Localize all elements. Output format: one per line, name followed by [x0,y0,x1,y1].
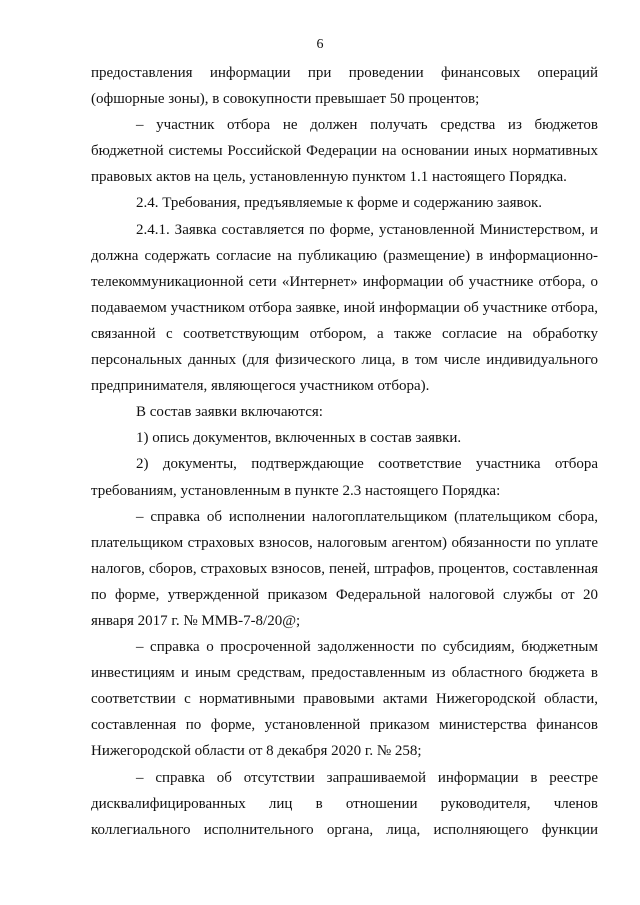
paragraph-budget-funds-requirement: – участник отбора не должен получать средства из бюджетов бюджетной системы Российской Федерации на основании иных нормативных правовых актов на цель, установленную пунктом 1.1 настоящего Порядка. [91,117,598,186]
page-number: 6 [316,37,324,52]
section-heading-2-4: 2.4. Требования, предъявляемые к форме и содержанию заявок. [136,195,543,212]
bullet-overdue-debt-certificate: – справка о просроченной задолженности по субсидиям, бюджетным инвестициям и иным средствам, предоставленным из областного бюджета в соответствии с нормативными правовыми актами Нижегородской области, составленная по форме, установленной приказом министерства финансов Нижегородской области от 8 декабря 2020 г. № 258; [91,639,598,760]
list-item-1: 1) опись документов, включенных в состав заявки. [136,430,462,447]
bullet-tax-certificate: – справка об исполнении налогоплательщиком (плательщиком сбора, плательщиком страховых взносов, налоговым агентом) обязанности по уплате налогов, сборов, страховых взносов, пеней, штрафов, процентов, составленная по форме, утвержденной приказом Федеральной налоговой службы от 20 января 2017 г. № ММВ-7-8/20@; [91,508,598,629]
paragraph-application-contents: В состав заявки включаются: [136,404,323,421]
bullet-disqualified-persons-certificate: – справка об отсутствии запрашиваемой информации в реестре дисквалифицированных лиц в отношении руководителя, членов коллегиального исполнительного органа, лица, исполняющего функции [91,769,598,838]
paragraph-offshore-continuation: предоставления информации при проведении финансовых операций (офшорные зоны), в совокупности превышает 50 процентов; [91,65,598,108]
paragraph-2-4-1: 2.4.1. Заявка составляется по форме, установленной Министерством, и должна содержать согласие на публикацию (размещение) в информационно-телекоммуникационной сети «Интернет» информации об участнике отбора, о подаваемом участником отбора заявке, иной информации об участнике отбора, связанной с соответствующим отбором, а также согласие на обработку персональных данных (для физического лица, в том числе индивидуального предпринимателя, являющегося участником отбора). [91,221,598,395]
document-body [91,60,598,843]
list-item-2: 2) документы, подтверждающие соответствие участника отбора требованиям, установленным в пункте 2.3 настоящего Порядка: [91,456,598,499]
